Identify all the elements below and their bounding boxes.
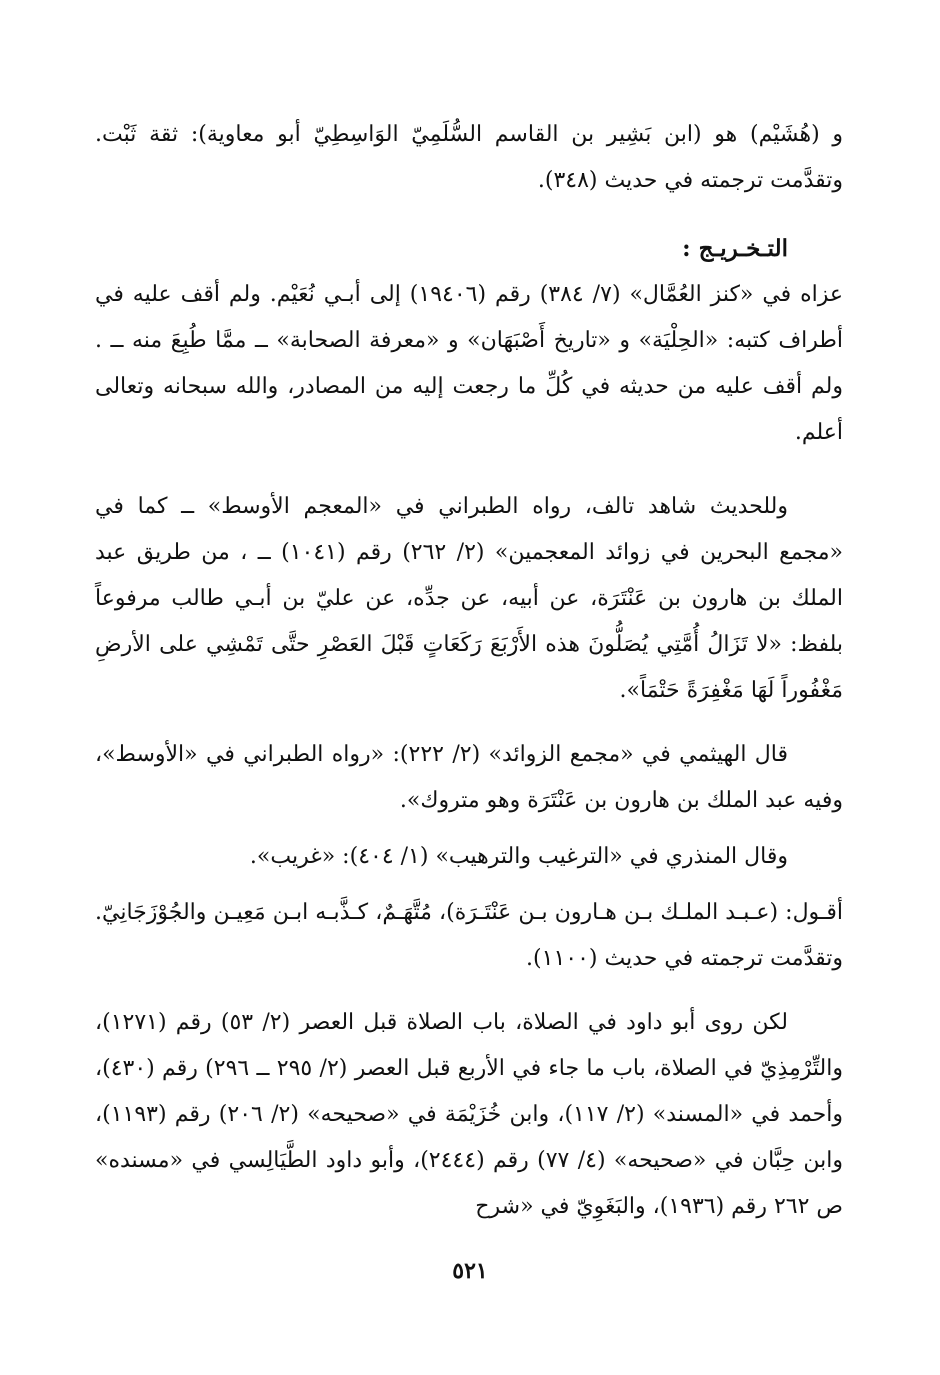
paragraph-author-comment: أقـول: (عـبـد الملـك بـن هـارون بـن عَنْتَـرَة)، مُتَّهَـمٌ، كـذَّبـه ابـن مَعِيـن والجُوْزَجَانِيّ. وتقدَّمت ترجمته في حديث (١١٠٠). — [95, 900, 843, 971]
paragraph-attribution: عزاه في «كنز العُمَّال» (٧/ ٣٨٤) رقم (١٩٤٠٦) إلى أبـي نُعَيْم. ولم أقف عليه في أطراف كتبه: «الحِلْيَة» و «تاريخ أَصْبَهَان» و «معرفة الصحابة» ــ ممَّا طُبِعَ منه ــ . ولم أقف عليه من حديثه في كُلِّ ما رجعت إليه من المصادر، والله سبحانه وتعالى أعلم. — [95, 282, 844, 445]
page-body — [95, 112, 843, 1230]
section-heading-takhrij: التـخـريـج : — [682, 235, 788, 262]
paragraph-narrator-hushaym: و (هُشَيْم) هو (ابن بَشِير بن القاسم السُّلَمِيّ الوَاسِطِيّ أبو معاوية): ثقة ثَبْت. وتقدَّمت ترجمته في حديث (٣٤٨). — [95, 122, 843, 193]
page-number: ٥٢١ — [452, 1258, 488, 1284]
paragraph-haythami-quote: قال الهيثمي في «مجمع الزوائد» (٢/ ٢٢٢): «رواه الطبراني في «الأوسط»، وفيه عبد الملك بن هارون بن عَنْتَرَة وهو متروك». — [95, 742, 843, 813]
paragraph-mundhiri-quote: وقال المنذري في «الترغيب والترهيب» (١/ ٤٠٤): «غريب». — [249, 844, 788, 869]
paragraph-other-narrations: لكن روى أبو داود في الصلاة، باب الصلاة قبل العصر (٢/ ٥٣) رقم (١٢٧١)، والتِّرْمِذِيّ في الصلاة، باب ما جاء في الأربع قبل العصر (٢/ ٢٩٥ ــ ٢٩٦) رقم (٤٣٠)، وأحمد في «المسند» (٢/ ١١٧)، وابن خُزَيْمَة في «صحيحه» (٢/ ٢٠٦) رقم (١١٩٣)، وابن حِبَّان في «صحيحه» (٤/ ٧٧) رقم (٢٤٤٤)، وأبو داود الطَّيَالِسي في «مسنده» ص ٢٦٢ رقم (١٩٣٦)، والبَغَوِيّ في «شرح — [95, 1010, 844, 1219]
paragraph-supporting-hadith: وللحديث شاهد تالف، رواه الطبراني في «المعجم الأوسط» ــ كما في «مجمع البحرين في زوائد المعجمين» (٢/ ٢٦٢) رقم (١٠٤١) ــ ، من طريق عبد الملك بن هارون بن عَنْتَرَة، عن أبيه، عن جدِّه، عن عليّ بن أبـي طالب مرفوعاً بلفظ: «لا تَزَالُ أُمَّتِي يُصَلُّونَ هذه الأَرْبَعَ رَكَعَاتٍ قَبْلَ العَصْرِ حتَّى تَمْشِي على الأرضِ مَغْفُوراً لَهَا مَغْفِرَةً حَتْمَاً». — [95, 494, 843, 703]
